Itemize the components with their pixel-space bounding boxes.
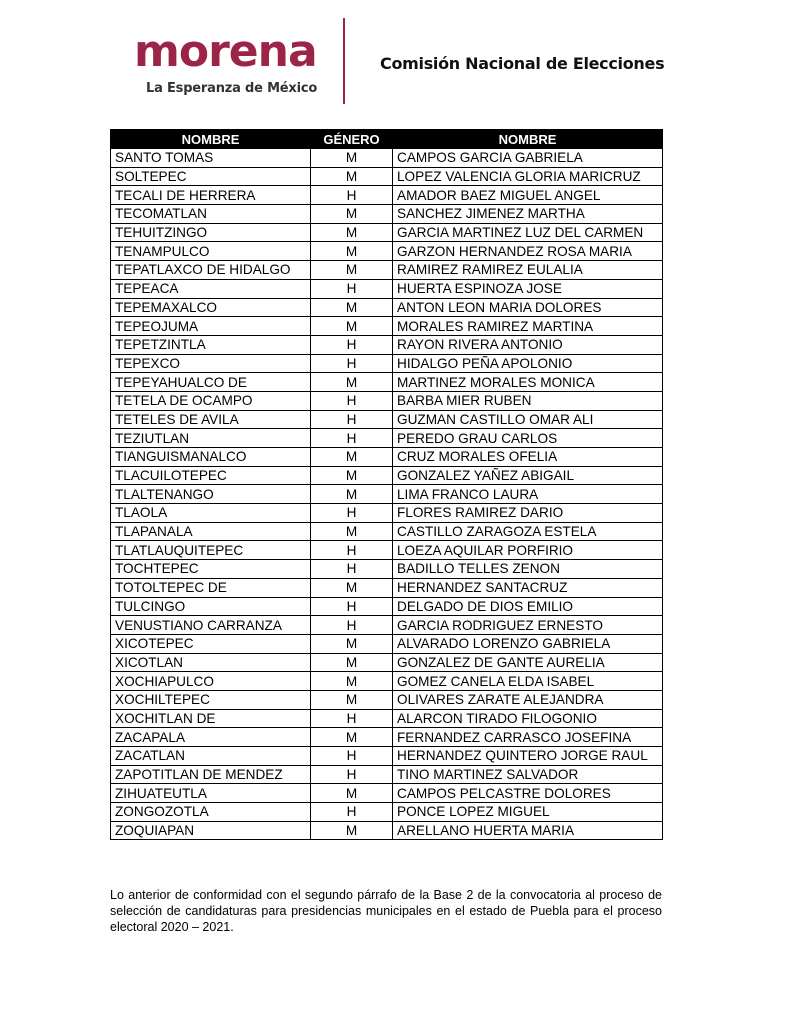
table-row <box>111 242 663 261</box>
cell-nombre: PEREDO GRAU CARLOS <box>393 429 663 448</box>
table-row <box>111 803 663 822</box>
cell-nombre: CASTILLO ZARAGOZA ESTELA <box>393 522 663 541</box>
cell-municipio: TLAPANALA <box>111 522 311 541</box>
table-row <box>111 410 663 429</box>
cell-nombre: ARELLANO HUERTA MARIA <box>393 821 663 840</box>
table-row <box>111 747 663 766</box>
cell-genero: M <box>311 205 393 224</box>
cell-municipio: TOTOLTEPEC DE <box>111 578 311 597</box>
cell-municipio: VENUSTIANO CARRANZA <box>111 616 311 635</box>
table-row <box>111 653 663 672</box>
table-row <box>111 504 663 523</box>
cell-municipio: TLAOLA <box>111 504 311 523</box>
table-row <box>111 634 663 653</box>
cell-municipio: TEPETZINTLA <box>111 335 311 354</box>
cell-municipio: XOCHILTEPEC <box>111 690 311 709</box>
cell-genero: M <box>311 728 393 747</box>
table-row <box>111 261 663 280</box>
cell-genero: M <box>311 634 393 653</box>
header-genero: GÉNERO <box>311 130 393 149</box>
table-row <box>111 279 663 298</box>
cell-municipio: ZAPOTITLAN DE MENDEZ <box>111 765 311 784</box>
cell-municipio: TULCINGO <box>111 597 311 616</box>
cell-nombre: PONCE LOPEZ MIGUEL <box>393 803 663 822</box>
table-row <box>111 223 663 242</box>
cell-nombre: CAMPOS GARCIA GABRIELA <box>393 149 663 168</box>
table-row <box>111 522 663 541</box>
cell-genero: H <box>311 747 393 766</box>
cell-nombre: LOPEZ VALENCIA GLORIA MARICRUZ <box>393 167 663 186</box>
cell-nombre: RAYON RIVERA ANTONIO <box>393 335 663 354</box>
table-row <box>111 448 663 467</box>
table-row <box>111 560 663 579</box>
table-row <box>111 728 663 747</box>
table-row <box>111 690 663 709</box>
cell-municipio: TETELES DE AVILA <box>111 410 311 429</box>
cell-genero: H <box>311 709 393 728</box>
cell-municipio: TETELA DE OCAMPO <box>111 391 311 410</box>
cell-nombre: AMADOR BAEZ MIGUEL ANGEL <box>393 186 663 205</box>
table-row <box>111 578 663 597</box>
cell-nombre: LOEZA AQUILAR PORFIRIO <box>393 541 663 560</box>
cell-municipio: TLACUILOTEPEC <box>111 466 311 485</box>
table-row <box>111 429 663 448</box>
cell-nombre: HERNANDEZ QUINTERO JORGE RAUL <box>393 747 663 766</box>
cell-genero: M <box>311 690 393 709</box>
cell-genero: H <box>311 541 393 560</box>
cell-nombre: GOMEZ CANELA ELDA ISABEL <box>393 672 663 691</box>
cell-nombre: GARCIA RODRIGUEZ ERNESTO <box>393 616 663 635</box>
table-row <box>111 466 663 485</box>
cell-municipio: SANTO TOMAS <box>111 149 311 168</box>
cell-municipio: ZIHUATEUTLA <box>111 784 311 803</box>
cell-genero: M <box>311 672 393 691</box>
cell-nombre: ANTON LEON MARIA DOLORES <box>393 298 663 317</box>
table-body <box>111 149 663 840</box>
table-row <box>111 205 663 224</box>
logo-tagline: La Esperanza de México <box>146 81 318 96</box>
cell-nombre: FERNANDEZ CARRASCO JOSEFINA <box>393 728 663 747</box>
header-divider <box>343 18 345 104</box>
cell-genero: M <box>311 373 393 392</box>
cell-municipio: XOCHITLAN DE <box>111 709 311 728</box>
cell-nombre: LIMA FRANCO LAURA <box>393 485 663 504</box>
cell-nombre: BADILLO TELLES ZENON <box>393 560 663 579</box>
cell-nombre: GUZMAN CASTILLO OMAR ALI <box>393 410 663 429</box>
table-row <box>111 765 663 784</box>
cell-municipio: ZOQUIAPAN <box>111 821 311 840</box>
table-row <box>111 149 663 168</box>
table-row <box>111 167 663 186</box>
cell-municipio: ZONGOZOTLA <box>111 803 311 822</box>
cell-genero: M <box>311 522 393 541</box>
cell-genero: M <box>311 448 393 467</box>
cell-municipio: TEHUITZINGO <box>111 223 311 242</box>
cell-municipio: XICOTEPEC <box>111 634 311 653</box>
table-row <box>111 541 663 560</box>
cell-genero: M <box>311 223 393 242</box>
cell-nombre: FLORES RAMIREZ DARIO <box>393 504 663 523</box>
cell-municipio: TEPEYAHUALCO DE <box>111 373 311 392</box>
cell-nombre: GARCIA MARTINEZ LUZ DEL CARMEN <box>393 223 663 242</box>
table-row <box>111 821 663 840</box>
table-row <box>111 784 663 803</box>
cell-nombre: CAMPOS PELCASTRE DOLORES <box>393 784 663 803</box>
header-title: Comisión Nacional de Elecciones <box>380 54 665 73</box>
cell-genero: M <box>311 653 393 672</box>
table-row <box>111 485 663 504</box>
cell-genero: H <box>311 354 393 373</box>
cell-nombre: ALVARADO LORENZO GABRIELA <box>393 634 663 653</box>
cell-nombre: OLIVARES ZARATE ALEJANDRA <box>393 690 663 709</box>
cell-genero: H <box>311 803 393 822</box>
cell-nombre: GONZALEZ DE GANTE AURELIA <box>393 653 663 672</box>
table-row <box>111 672 663 691</box>
cell-genero: H <box>311 560 393 579</box>
table-row <box>111 373 663 392</box>
cell-municipio: TEPEACA <box>111 279 311 298</box>
cell-nombre: GONZALEZ YAÑEZ ABIGAIL <box>393 466 663 485</box>
cell-genero: M <box>311 298 393 317</box>
cell-genero: M <box>311 167 393 186</box>
header-nombre: NOMBRE <box>393 130 663 149</box>
table-row <box>111 597 663 616</box>
cell-nombre: RAMIREZ RAMIREZ EULALIA <box>393 261 663 280</box>
cell-genero: H <box>311 186 393 205</box>
cell-genero: H <box>311 765 393 784</box>
cell-municipio: ZACAPALA <box>111 728 311 747</box>
cell-genero: M <box>311 466 393 485</box>
cell-genero: H <box>311 429 393 448</box>
cell-municipio: TEPEOJUMA <box>111 317 311 336</box>
cell-nombre: MORALES RAMIREZ MARTINA <box>393 317 663 336</box>
cell-nombre: MARTINEZ MORALES MONICA <box>393 373 663 392</box>
cell-municipio: SOLTEPEC <box>111 167 311 186</box>
table-row <box>111 354 663 373</box>
cell-nombre: DELGADO DE DIOS EMILIO <box>393 597 663 616</box>
cell-genero: H <box>311 616 393 635</box>
cell-genero: M <box>311 242 393 261</box>
cell-municipio: TENAMPULCO <box>111 242 311 261</box>
cell-genero: H <box>311 504 393 523</box>
cell-nombre: ALARCON TIRADO FILOGONIO <box>393 709 663 728</box>
cell-municipio: TOCHTEPEC <box>111 560 311 579</box>
cell-municipio: TLALTENANGO <box>111 485 311 504</box>
table-row <box>111 186 663 205</box>
cell-municipio: XOCHIAPULCO <box>111 672 311 691</box>
footnote: Lo anterior de conformidad con el segundo párrafo de la Base 2 de la convocatoria al proceso de selección de candidaturas para presidencias municipales en el estado de Puebla para el proceso electoral 2020 – 2021. <box>110 888 662 934</box>
cell-genero: M <box>311 149 393 168</box>
cell-municipio: ZACATLAN <box>111 747 311 766</box>
cell-genero: H <box>311 335 393 354</box>
cell-nombre: CRUZ MORALES OFELIA <box>393 448 663 467</box>
cell-genero: H <box>311 279 393 298</box>
table-row <box>111 616 663 635</box>
cell-genero: M <box>311 578 393 597</box>
table-row <box>111 317 663 336</box>
cell-municipio: TEPATLAXCO DE HIDALGO <box>111 261 311 280</box>
table-header-row <box>111 130 663 149</box>
cell-genero: M <box>311 821 393 840</box>
cell-genero: M <box>311 317 393 336</box>
cell-municipio: TECOMATLAN <box>111 205 311 224</box>
cell-genero: H <box>311 597 393 616</box>
page-header <box>0 0 791 110</box>
table-row <box>111 391 663 410</box>
cell-nombre: TINO MARTINEZ SALVADOR <box>393 765 663 784</box>
cell-genero: M <box>311 485 393 504</box>
cell-nombre: HERNANDEZ SANTACRUZ <box>393 578 663 597</box>
cell-municipio: TEPEXCO <box>111 354 311 373</box>
cell-municipio: TECALI DE HERRERA <box>111 186 311 205</box>
table-row <box>111 335 663 354</box>
cell-nombre: BARBA MIER RUBEN <box>393 391 663 410</box>
table-row <box>111 709 663 728</box>
cell-genero: H <box>311 391 393 410</box>
cell-nombre: HIDALGO PEÑA APOLONIO <box>393 354 663 373</box>
candidates-table <box>110 129 663 840</box>
cell-nombre: HUERTA ESPINOZA JOSE <box>393 279 663 298</box>
cell-municipio: XICOTLAN <box>111 653 311 672</box>
cell-municipio: TEZIUTLAN <box>111 429 311 448</box>
cell-genero: M <box>311 784 393 803</box>
table-row <box>111 298 663 317</box>
cell-genero: M <box>311 261 393 280</box>
cell-municipio: TIANGUISMANALCO <box>111 448 311 467</box>
cell-nombre: GARZON HERNANDEZ ROSA MARIA <box>393 242 663 261</box>
cell-nombre: SANCHEZ JIMENEZ MARTHA <box>393 205 663 224</box>
cell-municipio: TLATLAUQUITEPEC <box>111 541 311 560</box>
header-municipio: NOMBRE <box>111 130 311 149</box>
cell-genero: H <box>311 410 393 429</box>
morena-logo: morena <box>134 26 317 77</box>
cell-municipio: TEPEMAXALCO <box>111 298 311 317</box>
